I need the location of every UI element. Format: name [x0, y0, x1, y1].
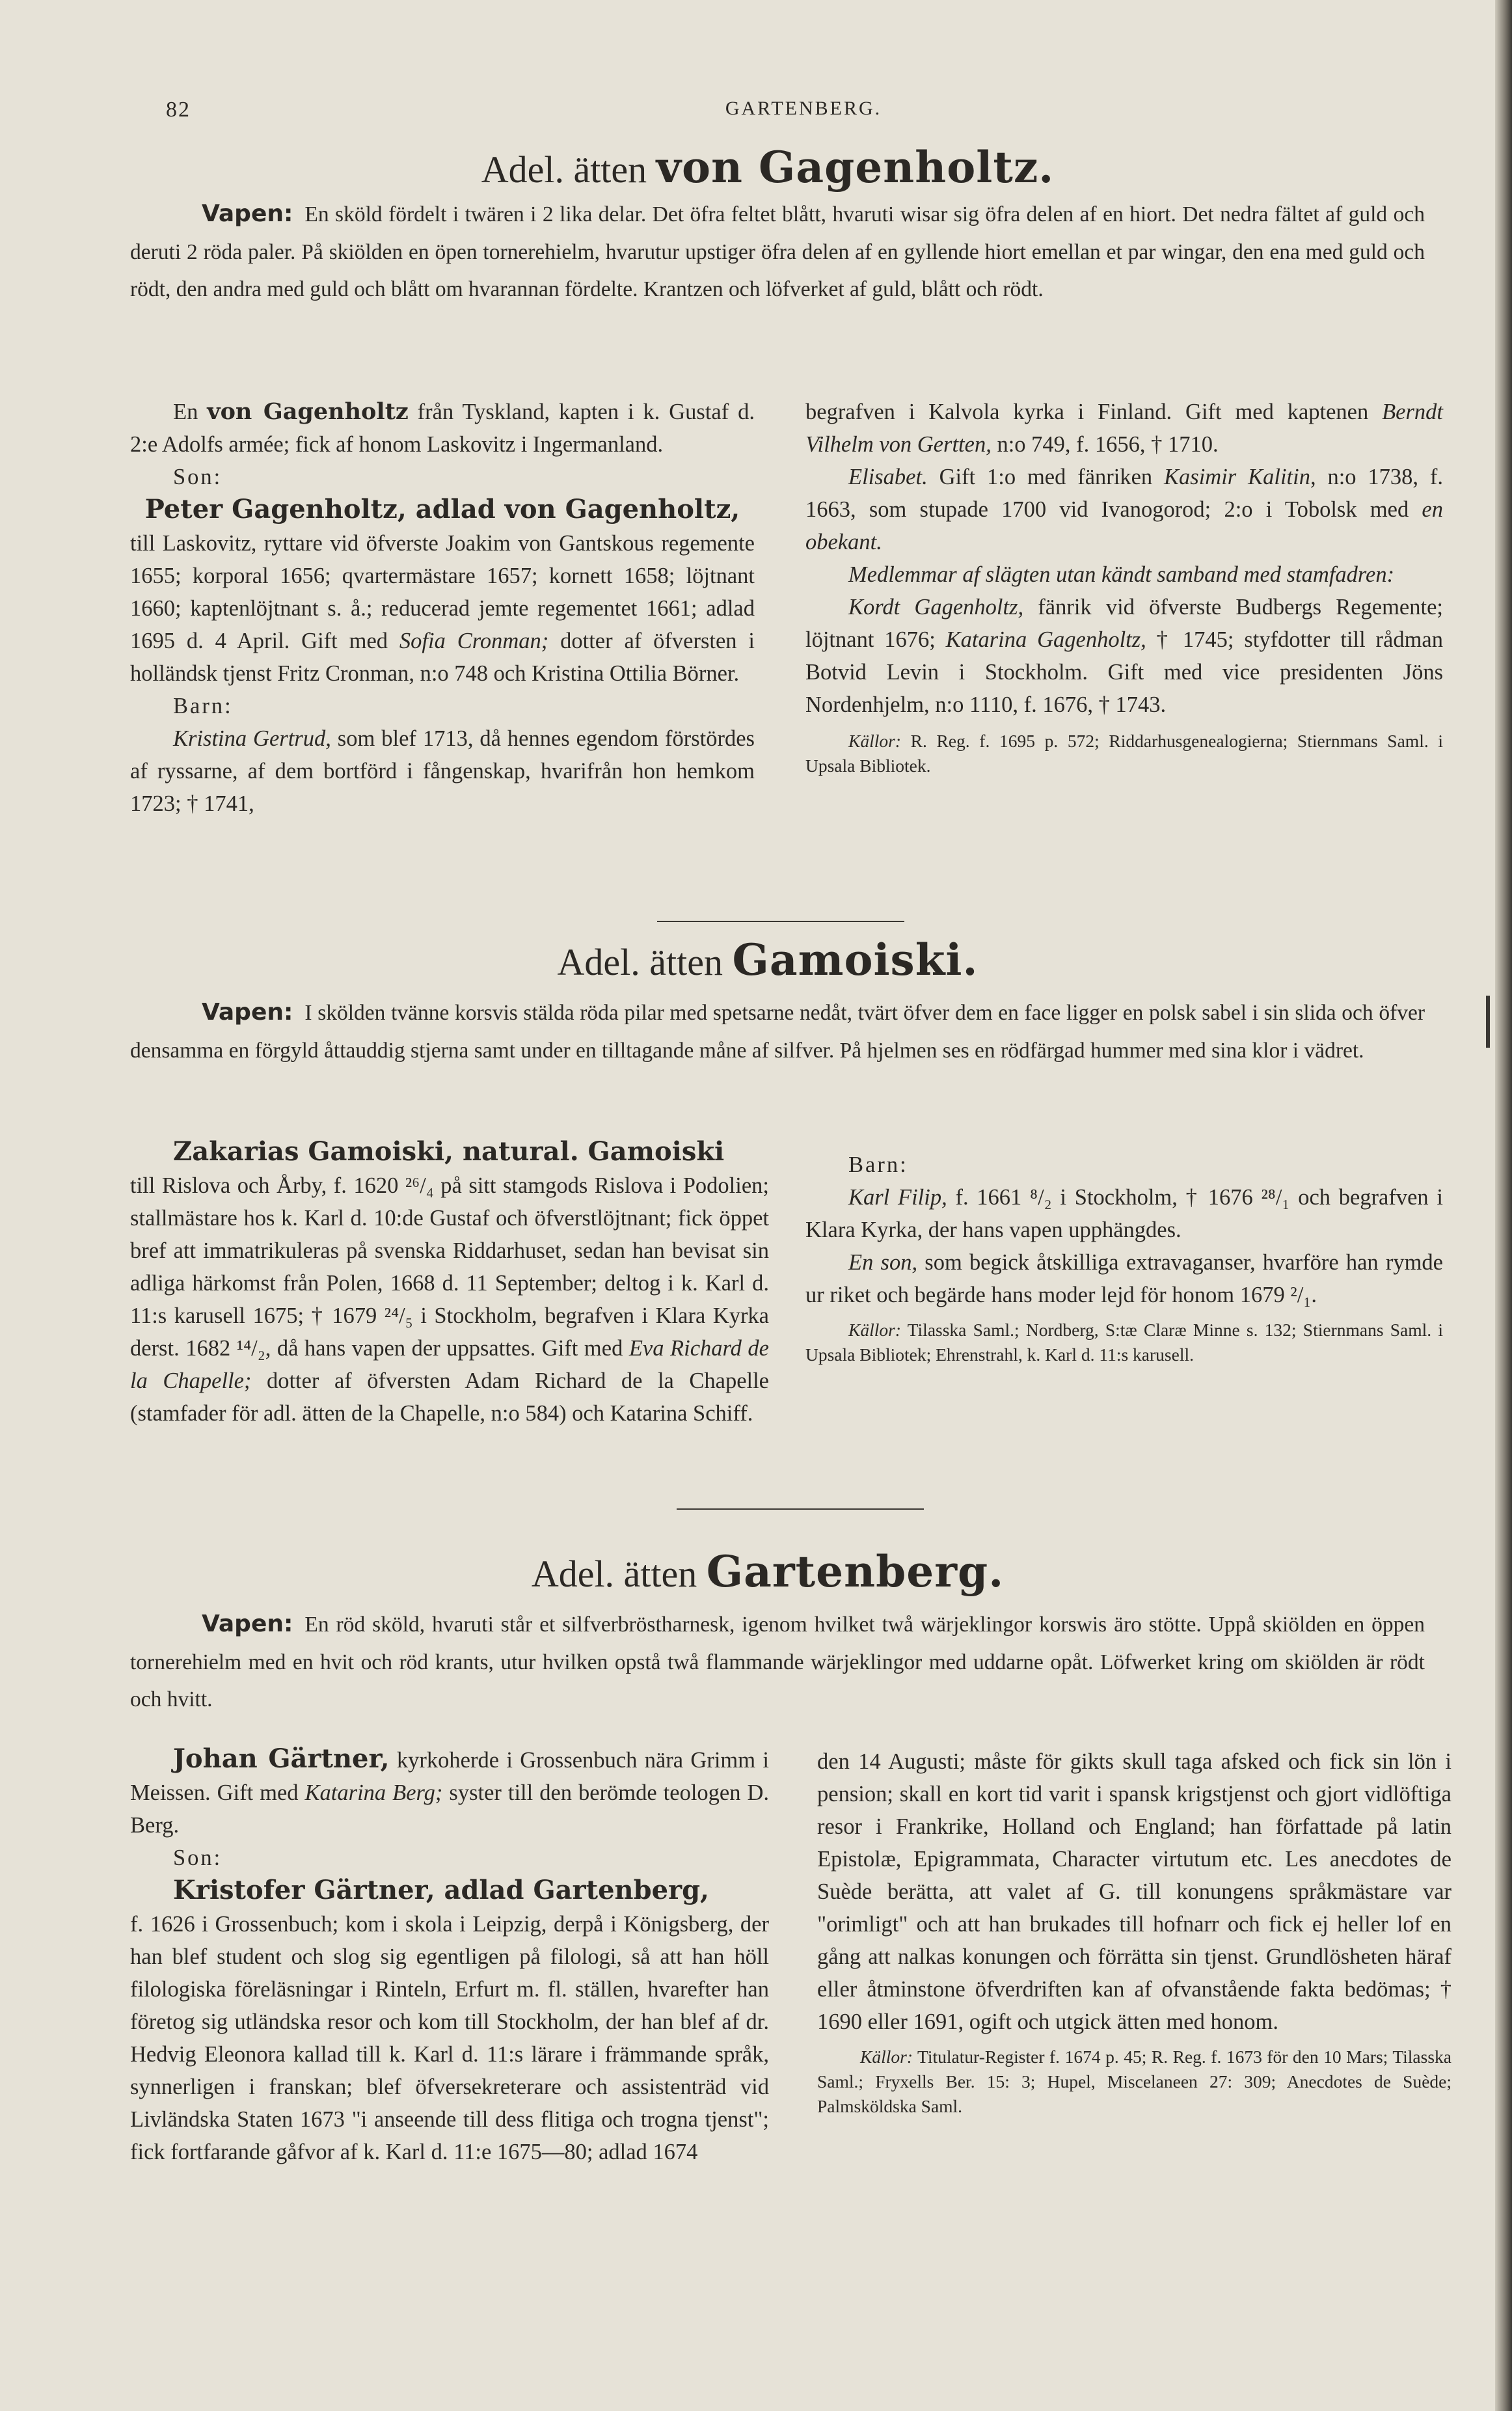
title-prefix: Adel. ätten: [481, 148, 647, 191]
title-prefix: Adel. ätten: [557, 941, 723, 983]
arms-text: En röd sköld, hvaruti står et silfverbröstharnesk, igenom hvilket twå wärjeklingor korswis äro stötte. Uppå skiölden en öppen tornerehielm med en hvit och röd krants, utur hvilken opstå twå flammande wärjeklingor med uddarne opåt. Löfwerket kring om skiölden är rödt och hvitt.: [130, 1613, 1425, 1711]
family-name: Gamoiski.: [732, 934, 979, 985]
biography-text: den 14 Augusti; måste för gikts skull taga afsked och fick sin lön i pension; skall en kort tid varit i spansk krigstjenst och gjort vidlöftiga resor i Frankrike, Holland och England; han författade på latin Epistolæ, Epigrammata, Character virtutum etc. Les anecdotes de Suède berätta, att valet af G. till konungens språkmästare var "orimligt" och att han brukades till hofnarr och fick ej heller lof en gång att nalkas konungen och förrätta sin tjenst. Grundlösheten häraf eller åtminstone öfverdriften kan af ofvanstående fakta bedömas; † 1690 eller 1691, ogift och utgick ätten med honom.: [817, 1749, 1451, 2034]
sources-label: Källor:: [848, 731, 901, 751]
running-header: [166, 98, 1441, 130]
spouse-name: Eva Richard de la Chapelle;: [130, 1336, 769, 1393]
person-name: Kordt Gagenholtz,: [848, 595, 1024, 620]
arms-description: [130, 994, 1425, 1069]
left-column: En von Gagenholtz från Tyskland, kapten i k. Gustaf d. 2:e Adolfs armée; fick af honom Laskovitz i Ingermanland. Son: Peter Gagenholtz, adlad von Gagenholtz, till Laskovitz, ryttare vid öfverste Joakim von Gantskous regemente 1655; korporal 1656; qvartermästare 1657; kornett 1658; löjtnant 1660; kaptenlöjtnant s. å.; reducerad jemte regementet 1661; adlad 1695 d. 4 April. Gift med Sofia Cronman; dotter af öfversten i holländsk tjenst Fritz Cronman, n:o 748 och Kristina Ottilia Börner. Barn: Kristina Gertrud, som blef 1713, då hennes egendom förstördes af ryssarne, af dem bortförd i fångenskap, hvarifrån hon hemkom 1723; † 1741,: [130, 398, 755, 816]
family-name: Gartenberg.: [706, 1546, 1005, 1597]
family-title: [130, 931, 1405, 992]
left-column: Zakarias Gamoiski, natural. Gamoiski till Rislova och Årby, f. 1620 ²⁶/₄ på sitt stamgods Rislova i Podolien; stallmästare hos k. Karl d. 10:de Gustaf och öfverstlöjtnant; fick öppet bref att immatrikuleras på svenska Riddarhuset, sedan han bevisat sin adliga härkomst från Polen, 1668 d. 11 September; deltog i k. Karl d. 11:s karusell 1675; † 1679 ²⁴/₅ i Stockholm, begrafven i Klara Kyrka derst. 1682 ¹⁴/₂, då hans vapen der uppsattes. Gift med Eva Richard de la Chapelle; dotter af öfversten Adam Richard de la Chapelle (stamfader för adl. ätten de la Chapelle, n:o 584) och Katarina Schiff.: [130, 1136, 769, 1426]
spouse-name: Sofia Cronman;: [399, 629, 549, 653]
person-name: Kristofer Gärtner, adlad Gartenberg,: [173, 1875, 709, 1905]
person-name: Peter Gagenholtz, adlad von Gagenholtz,: [144, 494, 740, 524]
right-column: begrafven i Kalvola kyrka i Finland. Gift med kaptenen Berndt Vilhelm von Gertten, n:o 749, f. 1656, † 1710. Elisabet. Gift 1:o med fänriken Kasimir Kalitin, n:o 1738, f. 1663, som stupade 1700 vid Ivanogorod; 2:o i Tobolsk med en obekant. Medlemmar af slägten utan kändt samband med stamfadren: Kordt Gagenholtz, fänrik vid öfverste Budbergs Regemente; löjtnant 1676; Katarina Gagenholtz, † 1745; styfdotter till rådman Botvid Levin i Stockholm. Gift med vice presidenten Jöns Nordenhjelm, n:o 1110, f. 1676, † 1743. Källor: R. Reg. f. 1695 p. 572; Riddarhusgenealogierna; Stiernmans Saml. i Upsala Bibliotek.: [805, 400, 1443, 776]
son-label: Son:: [173, 1846, 223, 1870]
right-column: Barn: Karl Filip, f. 1661 ⁸/₂ i Stockholm, † 1676 ²⁸/₁ och begrafven i Klara Kyrka, der hans vapen upphängdes. En son, som begick åtskilliga extravaganser, hvarföre han rymde ur riket och begärde hans moder lejd för honom 1679 ²/₁. Källor: Tilasska Saml.; Nordberg, S:tæ Claræ Minne s. 132; Stiernmans Saml. i Upsala Bibliotek; Ehrenstrahl, k. Karl d. 11:s karusell.: [805, 1149, 1443, 1367]
left-column: Johan Gärtner, kyrkoherde i Grossenbuch nära Grimm i Meissen. Gift med Katarina Berg; syster till den berömde teologen D. Berg. Son: Kristofer Gärtner, adlad Gartenberg, f. 1626 i Grossenbuch; kom i skola i Leipzig, derpå i Königsberg, der han blef student och slog sig egentligen på filologi, så att han höll filologiska föreläsningar i Rinteln, Erfurt m. fl. ställen, hvarefter han företog sig utländska resor och kom till Stockholm, der han blef af dr. Hedvig Eleonora kallad till k. Karl d. 11:s lärare i främmande språk, synnerligen i franskan; blef öfversekreterare och assistenträd vid Livländska Staten 1673 "i anseende till dess flitiga och trogna tjenst"; fick fortfarande gåfvor af k. Karl d. 11:e 1675—80; adlad 1674: [130, 1743, 769, 2168]
arms-text: En sköld fördelt i twären i 2 lika delar. Det öfra feltet blått, hvaruti wisar sig öfra delen af en hiort. Det nedra fältet af guld och deruti 2 röda paler. På skiölden en öpen tornerehielm, hvarutur upstiger öfra delen af en gyllende hiort emellan et par wingar, den ena med guld och rödt, den andra med guld och blått om hvarannan fördelte. Krantzen och löfverket af guld, blått och rödt.: [130, 202, 1425, 301]
person-name: von Gagenholtz: [207, 398, 409, 425]
page-number: 82: [166, 98, 191, 122]
sources-text: Titulatur-Register f. 1674 p. 45; R. Reg. f. 1673 för den 10 Mars; Tilasska Saml.; Fryxells Ber. 15: 3; Hupel, Miscelaneen 27: 309; Anecdotes de Suède; Palmsköldska Saml.: [817, 2047, 1451, 2116]
child-name: Karl Filip,: [848, 1185, 947, 1210]
book-edge: [1495, 0, 1512, 2411]
spouse-name: Berndt Vilhelm von Gertten,: [805, 400, 1443, 457]
sources-label: Källor:: [860, 2047, 913, 2067]
spouse-name: Katarina Berg;: [304, 1780, 443, 1805]
family-title: [130, 138, 1405, 199]
family-name: von Gagenholtz.: [656, 142, 1055, 193]
right-column: [817, 1745, 1451, 2119]
title-prefix: Adel. ätten: [531, 1553, 697, 1595]
section-divider: [657, 921, 904, 922]
arms-text: I skölden tvänne korsvis stälda röda pilar med spetsarne nedåt, tvärt öfver dem en face ligger en polsk sabel i sin slida och öfver densamma en förgyld åttauddig stjerna samt under en tilltagande måne af silfver. På hjelmen ses en rödfärgad hummer med sina klor i vädret.: [130, 1001, 1425, 1063]
children-label: Barn:: [848, 1152, 908, 1177]
child-name: En son,: [848, 1250, 918, 1275]
arms-description: [130, 195, 1425, 308]
child-name: Kristina Gertrud,: [173, 726, 331, 751]
arms-label: Vapen:: [202, 999, 293, 1026]
family-title: [130, 1542, 1405, 1603]
biography-text: f. 1626 i Grossenbuch; kom i skola i Leipzig, derpå i Königsberg, der han blef student och slog sig egentligen på filologi, så att han höll filologiska föreläsningar i Rinteln, Erfurt m. fl. ställen, hvarefter han företog sig utländska resor och kom till Stockholm, der han blef af dr. Hedvig Eleonora kallad till k. Karl d. 11:s lärare i främmande språk, synnerligen i franskan; blef öfversekreterare och assistenträd vid Livländska Staten 1673 "i anseende till dess flitiga och trogna tjenst"; fick fortfarande gåfvor af k. Karl d. 11:e 1675—80; adlad 1674: [130, 1912, 769, 2164]
members-note: Medlemmar af slägten utan kändt samband med stamfadren:: [848, 562, 1395, 587]
child-name: Elisabet.: [848, 465, 928, 489]
sources-text: R. Reg. f. 1695 p. 572; Riddarhusgenealogierna; Stiernmans Saml. i Upsala Bibliotek.: [805, 731, 1443, 776]
arms-description: [130, 1605, 1425, 1719]
edge-mark: [1486, 996, 1490, 1048]
person-name: Johan Gärtner,: [173, 1743, 390, 1774]
person-name: Zakarias Gamoiski, natural. Gamoiski: [173, 1136, 725, 1167]
running-head: GARTENBERG.: [725, 98, 882, 119]
arms-label: Vapen:: [202, 200, 293, 227]
sources-label: Källor:: [848, 1320, 901, 1340]
son-label: Son:: [173, 465, 223, 489]
section-divider: [677, 1508, 924, 1510]
children-label: Barn:: [173, 694, 233, 718]
sources-text: Tilasska Saml.; Nordberg, S:tæ Claræ Minne s. 132; Stiernmans Saml. i Upsala Bibliotek; Ehrenstrahl, k. Karl d. 11:s karusell.: [805, 1320, 1443, 1365]
arms-label: Vapen:: [202, 1611, 293, 1637]
